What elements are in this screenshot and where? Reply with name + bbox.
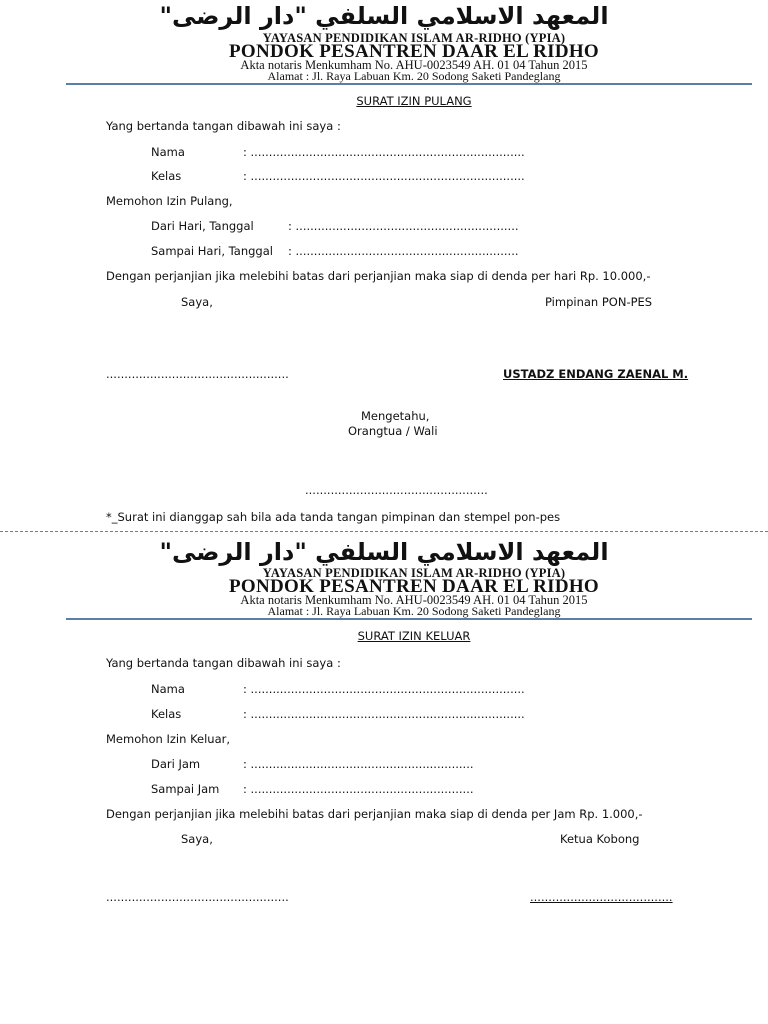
kelas-label: Kelas bbox=[151, 707, 182, 721]
cut-line bbox=[0, 531, 768, 532]
orangtua-label: Orangtua / Wali bbox=[348, 424, 438, 438]
yayasan-name: YAYASAN PENDIDIKAN ISLAM AR-RIDHO (YPIA) bbox=[262, 566, 566, 580]
pondok-name: PONDOK PESANTREN DAAR EL RIDHO bbox=[228, 41, 600, 62]
student-signature-line[interactable]: .................................................. bbox=[106, 890, 289, 904]
header-divider bbox=[66, 618, 752, 620]
intro-text: Yang bertanda tangan dibawah ini saya : bbox=[106, 119, 341, 133]
kelas-field[interactable]: : ........................................................................... bbox=[243, 169, 525, 183]
saya-label: Saya, bbox=[181, 832, 213, 846]
ketua-signature-line[interactable]: ....................................... bbox=[530, 890, 673, 904]
kelas-label: Kelas bbox=[151, 169, 182, 183]
yayasan-name: YAYASAN PENDIDIKAN ISLAM AR-RIDHO (YPIA) bbox=[262, 31, 566, 45]
sampai-field[interactable]: : ............................................................. bbox=[288, 244, 519, 258]
nama-label: Nama bbox=[151, 682, 185, 696]
nama-field[interactable]: : ........................................................................... bbox=[243, 682, 525, 696]
akta-notaris: Akta notaris Menkumham No. AHU-0023549 AH. 01 04 Tahun 2015 bbox=[240, 58, 588, 72]
akta-notaris: Akta notaris Menkumham No. AHU-0023549 AH. 01 04 Tahun 2015 bbox=[240, 593, 588, 607]
dari-field[interactable]: : ............................................................. bbox=[243, 757, 474, 771]
memohon-text: Memohon Izin Pulang, bbox=[106, 194, 233, 208]
dari-label: Dari Jam bbox=[151, 757, 201, 771]
ketua-role: Ketua Kobong bbox=[560, 832, 640, 846]
sampai-field[interactable]: : ............................................................. bbox=[243, 782, 474, 796]
kelas-field[interactable]: : ........................................................................... bbox=[243, 707, 525, 721]
dari-field[interactable]: : ............................................................. bbox=[288, 219, 519, 233]
pimpinan-name: USTADZ ENDANG ZAENAL M. bbox=[503, 367, 689, 381]
nama-field[interactable]: : ........................................................................... bbox=[243, 145, 525, 159]
nama-label: Nama bbox=[151, 145, 185, 159]
validity-note: *_Surat ini dianggap sah bila ada tanda tangan pimpinan dan stempel pon-pes bbox=[106, 510, 561, 524]
student-signature-line[interactable]: .................................................. bbox=[106, 367, 289, 381]
arabic-institution-name: المعهد الاسلامي السلفي "دار الرضى" bbox=[159, 2, 609, 30]
dari-label: Dari Hari, Tanggal bbox=[151, 219, 254, 233]
memohon-text: Memohon Izin Keluar, bbox=[106, 732, 231, 746]
pondok-name: PONDOK PESANTREN DAAR EL RIDHO bbox=[228, 576, 600, 597]
saya-label: Saya, bbox=[181, 295, 213, 309]
intro-text: Yang bertanda tangan dibawah ini saya : bbox=[106, 656, 341, 670]
sampai-label: Sampai Hari, Tanggal bbox=[151, 244, 273, 258]
perjanjian-text: Dengan perjanjian jika melebihi batas dari perjanjian maka siap di denda per Jam Rp. 1.000,- bbox=[106, 807, 643, 821]
perjanjian-text: Dengan perjanjian jika melebihi batas dari perjanjian maka siap di denda per hari Rp. 10.000,- bbox=[106, 269, 651, 283]
mengetahu-label: Mengetahu, bbox=[361, 409, 430, 423]
arabic-institution-name: المعهد الاسلامي السلفي "دار الرضى" bbox=[159, 538, 609, 566]
header-divider bbox=[66, 83, 752, 85]
sampai-label: Sampai Jam bbox=[151, 782, 220, 796]
pimpinan-role: Pimpinan PON-PES bbox=[545, 295, 653, 309]
wali-signature-line[interactable]: .................................................. bbox=[305, 483, 488, 497]
form-title: SURAT IZIN KELUAR bbox=[357, 629, 471, 643]
form-title: SURAT IZIN PULANG bbox=[356, 94, 472, 108]
alamat: Alamat : Jl. Raya Labuan Km. 20 Sodong Saketi Pandeglang bbox=[267, 69, 561, 83]
alamat: Alamat : Jl. Raya Labuan Km. 20 Sodong Saketi Pandeglang bbox=[267, 604, 561, 618]
